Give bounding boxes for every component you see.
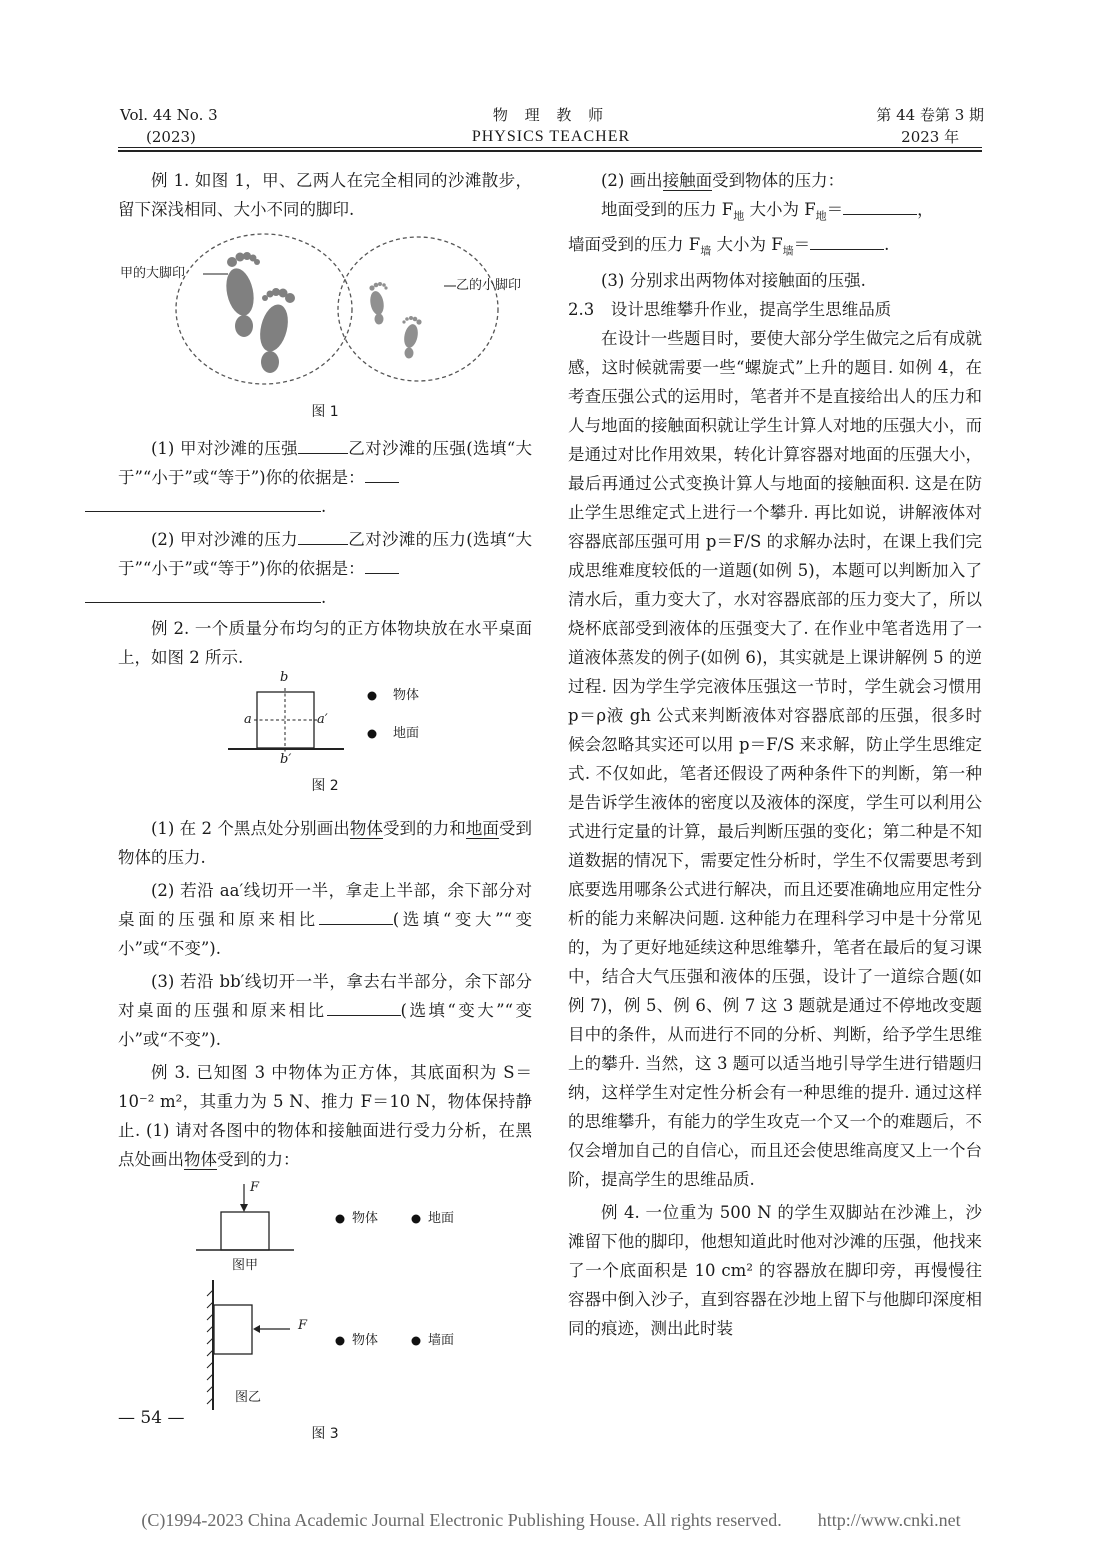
left-column <box>118 166 532 1452</box>
example3-intro: 例 3. 已知图 3 中物体为正方体，其底面积为 S＝10⁻² m²，其重力为 5 N、推力 F＝10 N，物体保持静止. (1) 请对各图中的物体和接触面进行受力分析，在黑点处画出物体受到的力： <box>118 1063 532 1169</box>
figure-2 <box>118 670 532 806</box>
label-small-footprint: 乙的小脚印 <box>456 278 522 293</box>
answer-blank[interactable] <box>327 999 401 1016</box>
example1-question2: (2) 甲对沙滩的压力 乙对沙滩的压力(选填“大于”“小于”或“等于”)你的依据是： . <box>118 525 532 612</box>
force-analysis-diagram <box>118 1184 532 1424</box>
label-big-footprint: 甲的大脚印 <box>120 266 186 281</box>
dot-label-ground: 地面 <box>393 726 420 741</box>
volume-year: (2023) <box>146 128 196 146</box>
ground-pressure-line: 地面受到的压力 $F_地$ 大小为 $F_地=$ ， <box>601 200 934 223</box>
right-column <box>568 166 982 1343</box>
answer-blank[interactable] <box>810 233 884 250</box>
wall-pressure-line: 墙面受到的压力 $F_墙$ 大小为 $F_墙=$ . <box>568 235 890 258</box>
copyright-footer: (C)1994-2023 China Academic Journal Electronic Publishing House. All rights reserved. http://www.cnki.net <box>141 1510 961 1530</box>
subfigure-b-label: 图乙 <box>235 1390 262 1405</box>
answer-blank[interactable] <box>365 557 399 574</box>
small-footprint-left <box>369 282 388 325</box>
example3-question3: (3) 分别求出两物体对接触面的压强. <box>601 270 866 290</box>
label-a-prime: a′ <box>317 712 328 727</box>
section-heading: 2.3 设计思维攀升作业，提高学生思维品质 <box>568 299 892 319</box>
dot-object <box>368 692 377 701</box>
answer-blank[interactable] <box>85 586 321 603</box>
label-b: b <box>280 670 289 685</box>
dot-label-wall: 墙面 <box>428 1333 455 1348</box>
example1-intro: 例 1. 如图 1，甲、乙两人在完全相同的沙滩散步，留下深浅相同、大小不同的脚印. <box>118 171 532 219</box>
subfigure-a-label: 图甲 <box>232 1258 259 1273</box>
figure-1-caption: 图 1 <box>311 404 339 420</box>
dot-label-ground: 地面 <box>428 1211 455 1226</box>
big-footprint-right <box>256 288 295 373</box>
small-footprint-right <box>402 316 421 359</box>
footprints-diagram <box>118 230 532 400</box>
label-a: a <box>244 712 252 727</box>
label-force-F-top: F <box>250 1180 260 1195</box>
answer-blank[interactable] <box>843 198 917 215</box>
figure-2-caption: 图 2 <box>311 778 339 794</box>
journal-title-cn: 物 理 教 师 <box>492 106 610 124</box>
figure-1 <box>118 230 532 420</box>
page-number: — 54 — <box>118 1408 185 1428</box>
dot-label-object-a: 物体 <box>352 1211 379 1226</box>
body-paragraph: 在设计一些题目时，要使大部分学生做完之后有成就感，这时候就需要一些“螺旋式”上升的题目. 如例 4，在考查压强公式的运用时，笔者并不是直接给出人的压力和人与地面的接触面积就让学生计算人对地的压强大小，而是通过对比作用效果，转化计算容器对地面的压强大小，最后再通过公式变换计算人与地面的接触面积. 这是在防止学生思维定式上进行一个攀升. 再比如说，讲解液体对容器底部压强可用 p＝F/S 的求解办法时，在课上我们完成思维难度较低的一道题(如例 5)，本题可以判断加入了清水后，重力变大了，水对容器底部的压力变大了，所以烧杯底部受到液体的压强变大了. 在作业中笔者选用了一道液体蒸发的例子(如例 6)，其实就是上课讲解例 5 的逆过程. 因为学生学完液体压强这一节时，学生就会习惯用 p＝ρ液 gh 公式来判断液体对容器底部的压强，很多时候会忽略其实还可以用 p＝F/S 来求解，防止学生思维定式. 不仅如此，笔者还假设了两种条件下的判断，第一种是告诉学生液体的密度以及液体的深度，学生可以利用公式进行定量的计算，最后判断压强的变化；第二种是不知道数据的情况下，需要定性分析时，学生不仅需要思考到底要选用哪条公式进行解决，而且还要准确地应用定性分析的能力来解决问题. 这种能力在理科学习中是十分常见的，为了更好地延续这种思维攀升，笔者在最后的复习课中，结合大气压强和液体的压强，设计了一道综合题(如例 7)，例 5、例 6、例 7 这 3 题就是通过不停地改变题目中的条件，从而进行不同的分析、判断，给予学生思维上的攀升. 当然，这 3 题可以适当地引导学生进行错题归纳，这样学生对定性分析会有一种思维的提升. 通过这样的思维攀升，有能力的学生攻克一个又一个的难题后，不仅会增加自己的自信心，而且还会使思维高度又上一个台阶，提高学生的思维品质. <box>568 328 982 1189</box>
answer-blank[interactable] <box>365 466 399 483</box>
big-footprint-left <box>222 252 260 337</box>
example3-question2: (2) 画出接触面受到物体的压力： <box>601 171 845 190</box>
label-force-F-side: F <box>298 1318 308 1333</box>
dot-label-object-b: 物体 <box>352 1333 379 1348</box>
dot-label-object: 物体 <box>393 688 420 703</box>
answer-blank[interactable] <box>319 908 393 925</box>
dot-ground <box>368 730 377 739</box>
header-rule-thin <box>118 147 982 148</box>
example2-question3: (3) 若沿 bb′线切开一半，拿去右半部分，余下部分对桌面的压强和原来相比 (选填“变大”“变小”或“不变”). <box>118 972 532 1049</box>
label-b-prime: b′ <box>280 752 292 767</box>
answer-blank[interactable] <box>85 495 321 512</box>
figure-3 <box>118 1180 532 1444</box>
year-cn: 2023 年 <box>901 128 960 146</box>
issue-cn: 第 44 卷第 3 期 <box>876 106 984 124</box>
example4: 例 4. 一位重为 500 N 的学生双脚站在沙滩上，沙滩留下他的脚印，他想知道此时他对沙滩的压强，他找来了一个底面积是 10 cm² 的容器放在脚印旁，再慢慢往容器中倒入沙子，直到容器在沙地上留下与他脚印深度相同的痕迹，测出此时装 <box>568 1202 982 1338</box>
example2-question1: (1) 在 2 个黑点处分别画出物体受到的力和地面受到物体的压力. <box>118 819 533 867</box>
example2-intro: 例 2. 一个质量分布均匀的正方体物块放在水平桌面上，如图 2 所示. <box>118 619 532 667</box>
answer-blank[interactable] <box>298 437 348 454</box>
figure-3-caption: 图 3 <box>311 1426 339 1442</box>
header-rule-thick <box>118 150 982 152</box>
header-issue <box>876 104 984 148</box>
answer-blank[interactable] <box>298 528 348 545</box>
cube-on-table-diagram <box>118 678 532 782</box>
journal-title-en: PHYSICS TEACHER <box>471 128 631 145</box>
example1-question1: (1) 甲对沙滩的压强 乙对沙滩的压强(选填“大于”“小于”或“等于”)你的依据是： . <box>118 434 532 521</box>
volume-issue: Vol. 44 No. 3 <box>120 106 218 124</box>
example2-question2: (2) 若沿 aa′线切开一半，拿走上半部，余下部分对桌面的压强和原来相比 (选填“变大”“变小”或“不变”). <box>118 881 533 958</box>
